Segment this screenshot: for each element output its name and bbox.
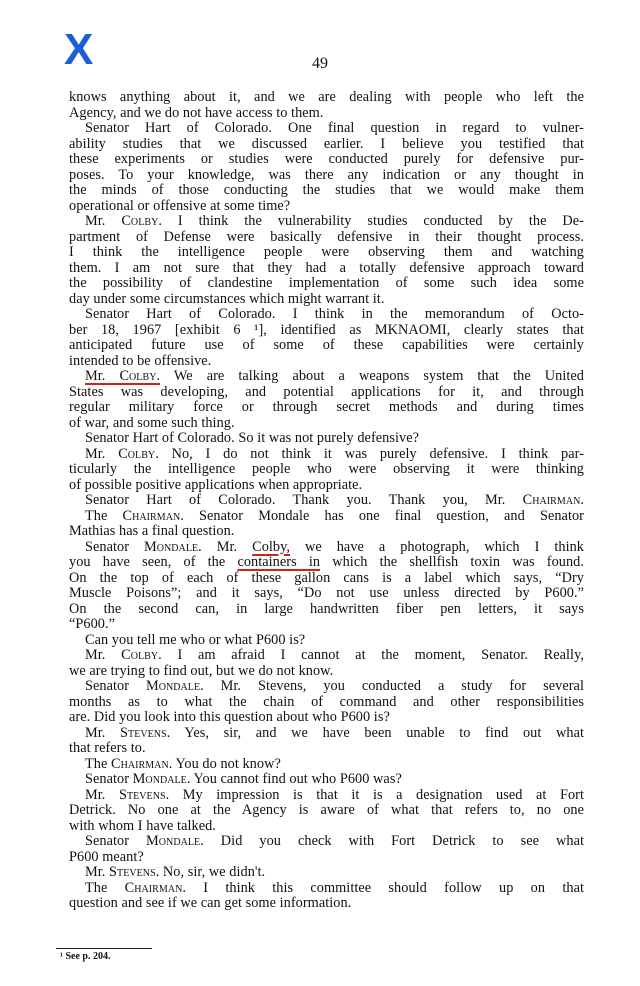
- text-line: The Chairman. You do not know?: [85, 755, 281, 772]
- text-line: Mr. Colby. I think the vulnerability studies conducted by the De-: [85, 213, 584, 229]
- text-line: Mr. Colby. I am afraid I cannot at the moment, Senator. Really,: [85, 647, 584, 663]
- text-line: ability studies that we discussed earlier. I believe you testified that: [69, 135, 584, 152]
- text-line: Senator Mondale. Mr. Stevens, you conducted a study for several: [85, 678, 584, 694]
- text-line: Mr. Stevens. My impression is that it is a designation used at Fort: [85, 786, 584, 803]
- text-line: The Chairman. I think this committee should follow up on that: [85, 879, 584, 896]
- text-line: Detrick. No one at the Agency is aware of what that refers to, no one: [69, 802, 584, 818]
- text-line: poses. To your knowledge, was there any indication or any thought in: [69, 166, 584, 183]
- page-number: 49: [312, 55, 328, 72]
- text-line: Mr. Colby. We are talking about a weapons system that the United: [85, 368, 584, 384]
- text-line: operational or offensive at some time?: [69, 197, 291, 214]
- text-line: the possibility of clandestine implementation of some such idea some: [69, 275, 584, 291]
- text-line: Muscle Poisons”; and it says, “Do not use unless directed by P600.”: [69, 585, 584, 601]
- text-line: them. I am not sure that they had a totally defensive approach toward: [69, 259, 584, 276]
- text-line: partment of Defense were basically defensive in their thought process.: [69, 228, 584, 245]
- text-line: P600 meant?: [69, 848, 144, 865]
- text-line: On the second can, in large handwritten fiber pen letters, it says: [69, 600, 584, 617]
- footnote: ¹ See p. 204.: [60, 951, 111, 962]
- text-line: we are trying to find out, but we do not know.: [69, 662, 334, 679]
- text-line: ticularly the intelligence people who were observing it were thinking: [69, 461, 584, 477]
- text-line: the minds of those conducting the studies that we would make them: [69, 182, 584, 198]
- text-line: Mr. Colby. No, I do not think it was purely defensive. I think par-: [85, 445, 584, 462]
- text-line: you have seen, of the containers in which the shellfish toxin was found.: [69, 554, 584, 570]
- text-line: with whom I have talked.: [69, 817, 216, 834]
- text-line: Agency, and we do not have access to them.: [69, 104, 324, 121]
- text-line: Senator Hart of Colorado. One final question in regard to vulner-: [85, 120, 584, 136]
- text-line: question and see if we can get some information.: [69, 895, 352, 911]
- text-line: are. Did you look into this question about who P600 is?: [69, 709, 390, 725]
- text-line: Senator Hart of Colorado. Thank you. Thank you, Mr. Chairman.: [85, 492, 584, 508]
- text-line: anticipated future use of some of these capabilities were certainly: [69, 337, 584, 353]
- text-line: Mr. Stevens. No, sir, we didn't.: [85, 864, 266, 880]
- text-line: The Chairman. Senator Mondale has one final question, and Senator: [85, 507, 584, 524]
- document-body: [69, 90, 584, 912]
- text-line: ber 18, 1967 [exhibit 6 ¹], identified as MKNAOMI, clearly states that: [69, 321, 584, 338]
- text-line: Mathias has a final question.: [69, 523, 235, 539]
- text-line: months as to what the chain of command and other responsibilities: [69, 693, 584, 710]
- text-line: Mr. Stevens. Yes, sir, and we have been unable to find out what: [85, 724, 584, 741]
- text-line: Senator Mondale. Did you check with Fort Detrick to see what: [85, 833, 584, 849]
- text-line: intended to be offensive.: [69, 352, 212, 369]
- text-line: of possible positive applications when appropriate.: [69, 476, 363, 493]
- text-line: these experiments or studies were conducted purely for defensive pur-: [69, 151, 584, 167]
- text-line: Senator Hart of Colorado. I think in the memorandum of Octo-: [85, 306, 584, 322]
- text-line: States was developing, and potential applications for it, and through: [69, 383, 584, 400]
- text-line: that refers to.: [69, 740, 146, 756]
- text-line: of war, and some such thing.: [69, 414, 235, 431]
- footnote-divider: [56, 948, 152, 949]
- text-line: On the top of each of these gallon cans is a label which says, “Dry: [69, 569, 584, 586]
- text-line: knows anything about it, and we are dealing with people who left the: [69, 89, 584, 105]
- text-line: I think the intelligence people were observing them and watching: [69, 244, 584, 260]
- text-line: Senator Hart of Colorado. So it was not purely defensive?: [85, 430, 419, 446]
- text-line: Senator Mondale. Mr. Colby, we have a photograph, which I think: [85, 538, 584, 555]
- handwritten-x-mark: X: [64, 25, 94, 74]
- text-line: day under some circumstances which might warrant it.: [69, 290, 385, 307]
- text-line: “P600.”: [69, 616, 116, 632]
- text-line: regular military force or through secret methods and during times: [69, 399, 584, 415]
- text-line: Can you tell me who or what P600 is?: [85, 631, 306, 648]
- text-line: Senator Mondale. You cannot find out who P600 was?: [85, 771, 402, 787]
